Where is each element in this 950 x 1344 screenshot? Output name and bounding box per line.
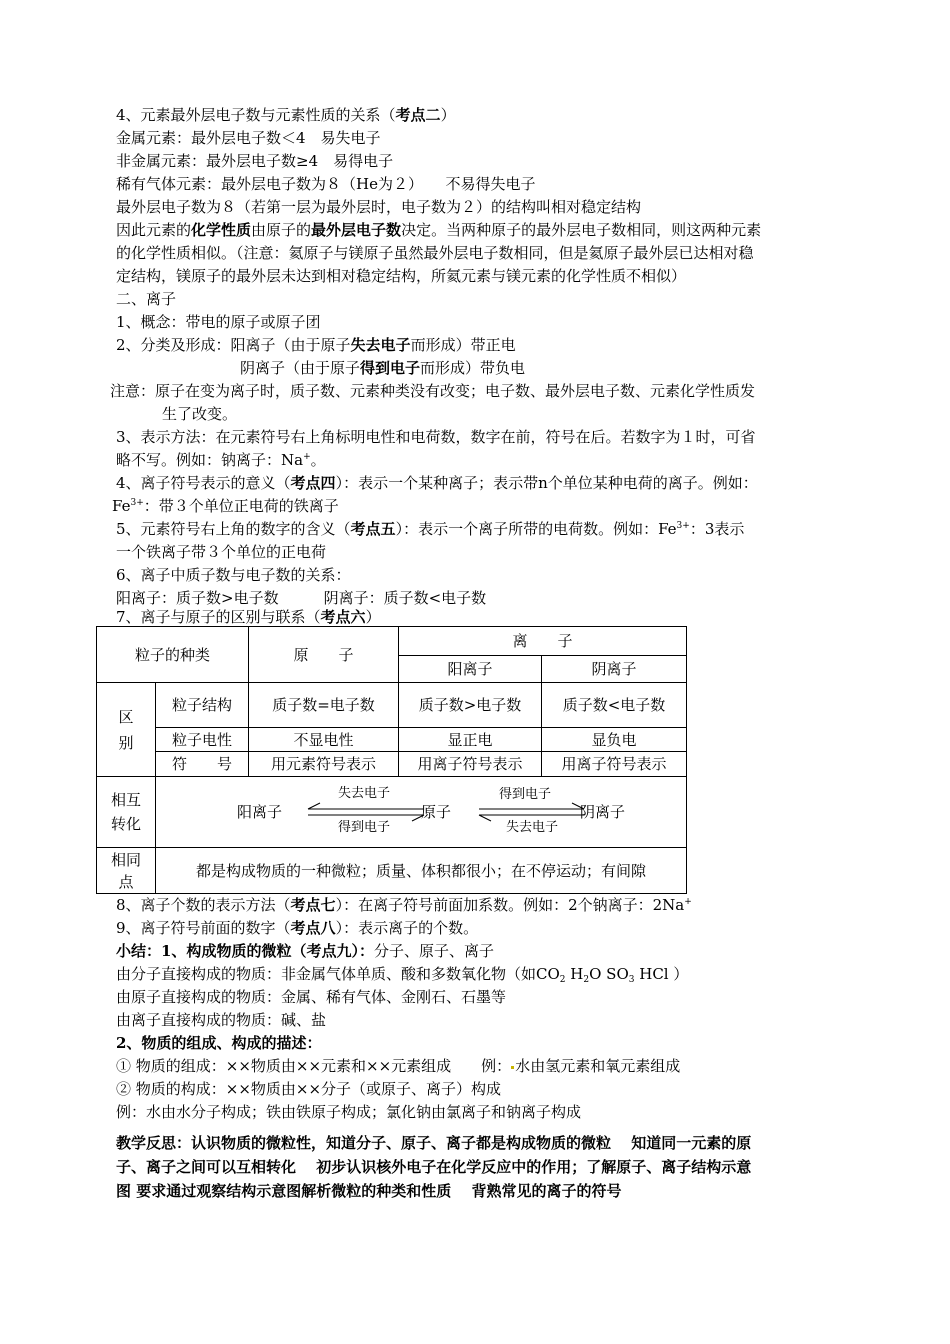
conv-gain-electron-1: 得到电子: [338, 820, 391, 835]
summary-line: 小结：1、构成物质的微粒（考点九）：分子、原子、离子: [116, 942, 494, 960]
molecule-line: 由分子直接构成的物质：非金属气体单质、酸和多数氧化物（如$CO_2$ $H_2O$ $SO_3$ HCl ）: [116, 965, 689, 985]
relation-line-2: 阳离子：质子数>电子数 阴离子：质子数<电子数: [116, 589, 487, 607]
conversion-diagram: [156, 777, 687, 848]
structure-line: ② 物质的构成：××物质由××分子（或原子、离子）构成: [116, 1080, 502, 1098]
relation-line: 6、离子中质子数与电子数的关系：: [116, 566, 351, 584]
conversion-arrows: [156, 777, 746, 847]
row-structure-label: 粒子结构: [156, 683, 249, 728]
ion-classification: 2、分类及形成：阳离子（由于原子失去电子而形成）带正电: [116, 336, 516, 354]
note-line-2: 生了改变。: [162, 405, 238, 423]
row-symbol-anion: 用离子符号表示: [542, 752, 687, 777]
row-charge-anion: 显负电: [542, 728, 687, 752]
row-charge-atom: 不显电性: [249, 728, 399, 752]
row-charge-cation: 显正电: [399, 728, 542, 752]
ion-concept: 1、概念：带电的原子或原子团: [116, 313, 321, 331]
representation-line-2: 略不写。例如：钠离子：Na+。: [116, 451, 326, 469]
count-line: 8、离子个数的表示方法（考点七）：在离子符号前面加系数。例如：2个钠离子：2Na+: [116, 896, 692, 914]
description-title: 2、物质的组成、构成的描述：: [116, 1034, 322, 1052]
representation-line-1: 3、表示方法：在元素符号右上角标明电性和电荷数，数字在前，符号在后。若数字为１时，可省: [116, 428, 756, 446]
header-anion: 阴离子: [542, 656, 687, 683]
row-symbol-label: 符 号: [156, 752, 249, 777]
conv-gain-electron-2: 得到电子: [499, 787, 552, 802]
conclusion-line-3: 定结构，镁原子的最外层未达到相对稳定结构，所氦元素与镁元素的化学性质不相似）: [116, 267, 687, 285]
conv-cation: 阳离子: [237, 803, 283, 821]
same-label: 相同点: [97, 848, 156, 894]
ions-heading: 二、离子: [116, 290, 177, 308]
conv-lose-electron-2: 失去电子: [506, 820, 559, 835]
arrow-anion-to-atom: [479, 815, 584, 821]
number-meaning-line-2: 一个铁离子带３个单位的正电荷: [116, 543, 327, 561]
conclusion-line-1: 因此元素的化学性质由原子的最外层电子数决定。当两种原子的最外层电子数相同，则这两种元素: [116, 221, 762, 239]
stable-structure-line: 最外层电子数为８（若第一层为最外层时，电子数为２）的结构叫相对稳定结构: [116, 198, 642, 216]
header-atom: 原 子: [249, 627, 399, 683]
header-cation: 阳离子: [399, 656, 542, 683]
row-charge-label: 粒子电性: [156, 728, 249, 752]
row-symbol-cation: 用离子符号表示: [399, 752, 542, 777]
same-text: 都是构成物质的一种微粒；质量、体积都很小；在不停运动；有间隙: [156, 848, 687, 894]
note-line-1: 注意：原子在变为离子时，质子数、元素种类没有改变；电子数、最外层电子数、元素化学性质发: [110, 382, 756, 400]
teaching-reflection: [116, 1131, 846, 1203]
composition-line: ① 物质的组成：××物质由××元素和××元素组成 例： 水由氢元素和氧元素组成: [116, 1057, 681, 1075]
header-particle-type: 粒子的种类: [97, 627, 249, 683]
reflection-line-2: 子、离子之间可以互相转化 初步认识核外电子在化学反应中的作用；了解原子、离子结构示意: [116, 1158, 752, 1176]
row-structure-anion: 质子数<电子数: [542, 683, 687, 728]
meaning-line-2: $Fe^{3+}$：带３个单位正电荷的铁离子: [112, 497, 339, 515]
section-4-title: 4、元素最外层电子数与元素性质的关系（考点二）: [116, 106, 456, 124]
front-number-line: 9、离子符号前面的数字（考点八）：表示离子的个数。: [116, 919, 479, 937]
conv-atom: 原子: [421, 803, 452, 821]
header-ion: 离 子: [399, 627, 687, 656]
conversion-label: 相互转化: [97, 777, 156, 848]
highlight-dot: [511, 1066, 514, 1069]
anion-classification: 阴离子（由于原子得到电子而形成）带负电: [240, 359, 526, 377]
conv-anion: 阴离子: [580, 803, 626, 821]
metal-line: 金属元素：最外层电子数＜4 易失电子: [116, 129, 381, 147]
reflection-line-3: 图 要求通过观察结构示意图解析微粒的种类和性质 背熟常见的离子的符号: [116, 1182, 622, 1200]
difference-title: 7、离子与原子的区别与联系（考点六）: [116, 608, 381, 626]
row-structure-atom: 质子数=电子数: [249, 683, 399, 728]
atom-line: 由原子直接构成的物质：金属、稀有气体、金刚石、石墨等: [116, 988, 507, 1006]
arrow-atom-to-anion: [479, 803, 584, 809]
arrow-cation-to-atom: [308, 815, 424, 821]
example-line: 例：水由水分子构成；铁由铁原子构成；氯化钠由氯离子和钠离子构成: [116, 1103, 582, 1121]
noble-gas-line: 稀有气体元素：最外层电子数为８（He为２） 不易得失电子: [116, 175, 536, 193]
row-structure-cation: 质子数>电子数: [399, 683, 542, 728]
arrow-atom-to-cation: [308, 803, 424, 809]
row-symbol-atom: 用元素符号表示: [249, 752, 399, 777]
nonmetal-line: 非金属元素：最外层电子数≥4 易得电子: [116, 152, 394, 170]
number-meaning-line-1: 5、元素符号右上角的数字的含义（考点五）：表示一个离子所带的电荷数。例如：$Fe^{3+}$：3表示: [116, 520, 745, 538]
ion-line: 由离子直接构成的物质：碱、盐: [116, 1011, 327, 1029]
difference-label: 区别: [97, 683, 156, 777]
reflection-line-1: 教学反思：认识物质的微粒性，知道分子、原子、离子都是构成物质的微粒 知道同一元素的原: [116, 1134, 752, 1152]
meaning-line-1: 4、离子符号表示的意义（考点四）：表示一个某种离子；表示带n个单位某种电荷的离子。例如：: [116, 474, 758, 492]
conv-lose-electron-1: 失去电子: [338, 786, 391, 801]
conclusion-line-2: 的化学性质相似。（注意：氦原子与镁原子虽然最外层电子数相同，但是氦原子最外层已达相对稳: [116, 244, 754, 262]
ion-atom-comparison-table: [96, 626, 687, 894]
